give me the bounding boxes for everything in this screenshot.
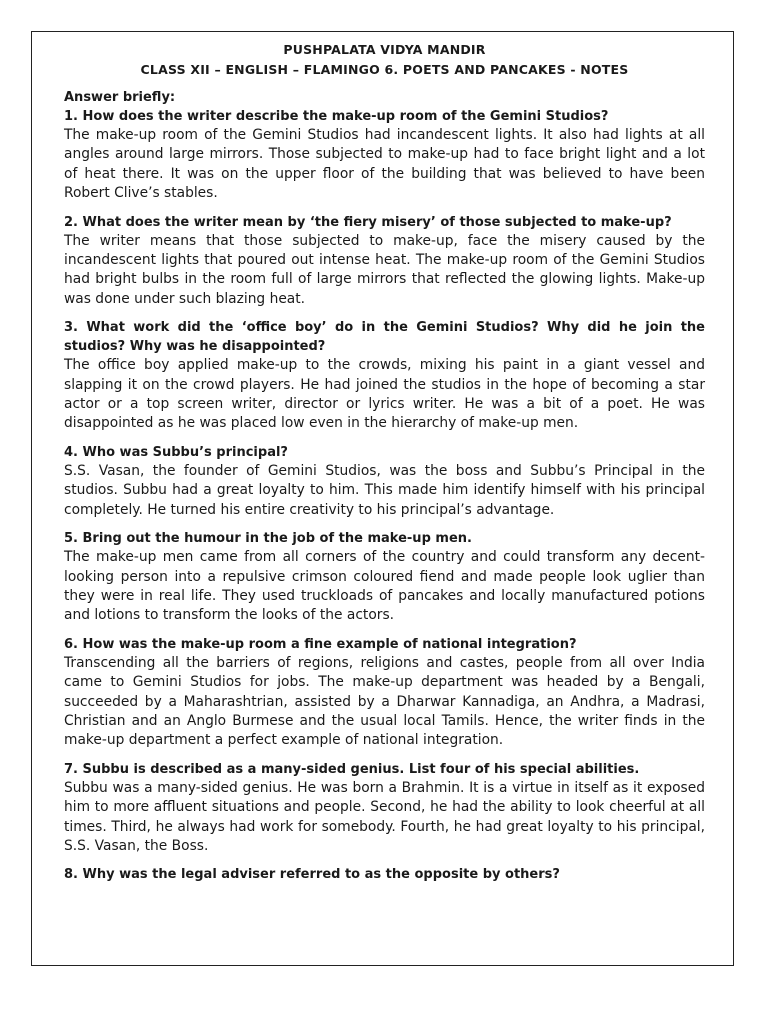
document-content: [64, 40, 705, 884]
document-header: [64, 40, 705, 80]
answer-1: The make-up room of the Gemini Studios had incandescent lights. It also had lights at all angles around large mirrors. Those subjected to make-up had to face bright light and a lot of heat there. It was on the upper floor of the building that was believed to have been Robert Clive’s stables.: [64, 127, 705, 202]
question-5: 5. Bring out the humour in the job of the make-up men.: [64, 531, 472, 547]
question-6: 6. How was the make-up room a fine example of national integration?: [64, 636, 577, 652]
qa-item-8: [64, 865, 705, 884]
qa-item-6: [64, 635, 705, 751]
document-title: CLASS XII – ENGLISH – FLAMINGO 6. POETS AND PANCAKES - NOTES: [140, 62, 629, 77]
qa-item-2: [64, 213, 705, 310]
instructions: Answer briefly:: [64, 90, 176, 105]
qa-item-1: [64, 107, 705, 204]
qa-item-4: [64, 443, 705, 520]
question-2: 2. What does the writer mean by ‘the fiery misery’ of those subjected to make-up?: [64, 214, 672, 230]
qa-item-7: [64, 760, 705, 857]
answer-2: The writer means that those subjected to make-up, face the misery caused by the incandescent lights that poured out intense heat. The make-up room of the Gemini Studios had bright bulbs in the room full of large mirrors that reflected the glowing lights. Make-up was done under such blazing heat.: [64, 232, 705, 307]
qa-item-5: [64, 529, 705, 626]
question-4: 4. Who was Subbu’s principal?: [64, 444, 288, 460]
answer-4: S.S. Vasan, the founder of Gemini Studios, was the boss and Subbu’s Principal in the studios. Subbu had a great loyalty to him. This made him identify himself with his principal completely. He turned his entire creativity to his principal’s advantage.: [64, 462, 705, 518]
answer-5: The make-up men came from all corners of the country and could transform any decent-looking person into a repulsive crimson coloured fiend and made people look uglier than they were in real life. They used truckloads of pancakes and locally manufactured potions and lotions to transform the looks of the actors.: [64, 549, 705, 624]
qa-item-3: [64, 318, 705, 434]
school-name: PUSHPALATA VIDYA MANDIR: [283, 42, 486, 57]
question-8: 8. Why was the legal adviser referred to as the opposite by others?: [64, 867, 560, 883]
answer-3: The office boy applied make-up to the crowds, mixing his paint in a giant vessel and slapping it on the crowd players. He had joined the studios in the hope of becoming a star actor or a top screen writer, director or lyrics writer. He was a bit of a poet. He was disappointed as he was placed low even in the hierarchy of make-up men.: [64, 357, 705, 432]
question-3: 3. What work did the ‘office boy’ do in the Gemini Studios? Why did he join the studios? Why was he disappointed?: [64, 320, 705, 355]
answer-6: Transcending all the barriers of regions, religions and castes, people from all over India came to Gemini Studios for jobs. The make-up department was headed by a Bengali, succeeded by a Maharashtrian, assisted by a Dharwar Kannadiga, an Andhra, a Madrasi, Christian and an Anglo Burmese and the usual local Tamils. Hence, the writer finds in the make-up department a perfect example of national integration.: [64, 654, 705, 749]
question-7: 7. Subbu is described as a many-sided genius. List four of his special abilities.: [64, 761, 640, 777]
question-1: 1. How does the writer describe the make-up room of the Gemini Studios?: [64, 109, 609, 124]
answer-7: Subbu was a many-sided genius. He was born a Brahmin. It is a virtue in itself as it exposed him to more affluent situations and people. Second, he had the ability to look cheerful at all times. Third, he always had work for somebody. Fourth, he had great loyalty to his principal, S.S. Vasan, the Boss.: [64, 779, 705, 854]
